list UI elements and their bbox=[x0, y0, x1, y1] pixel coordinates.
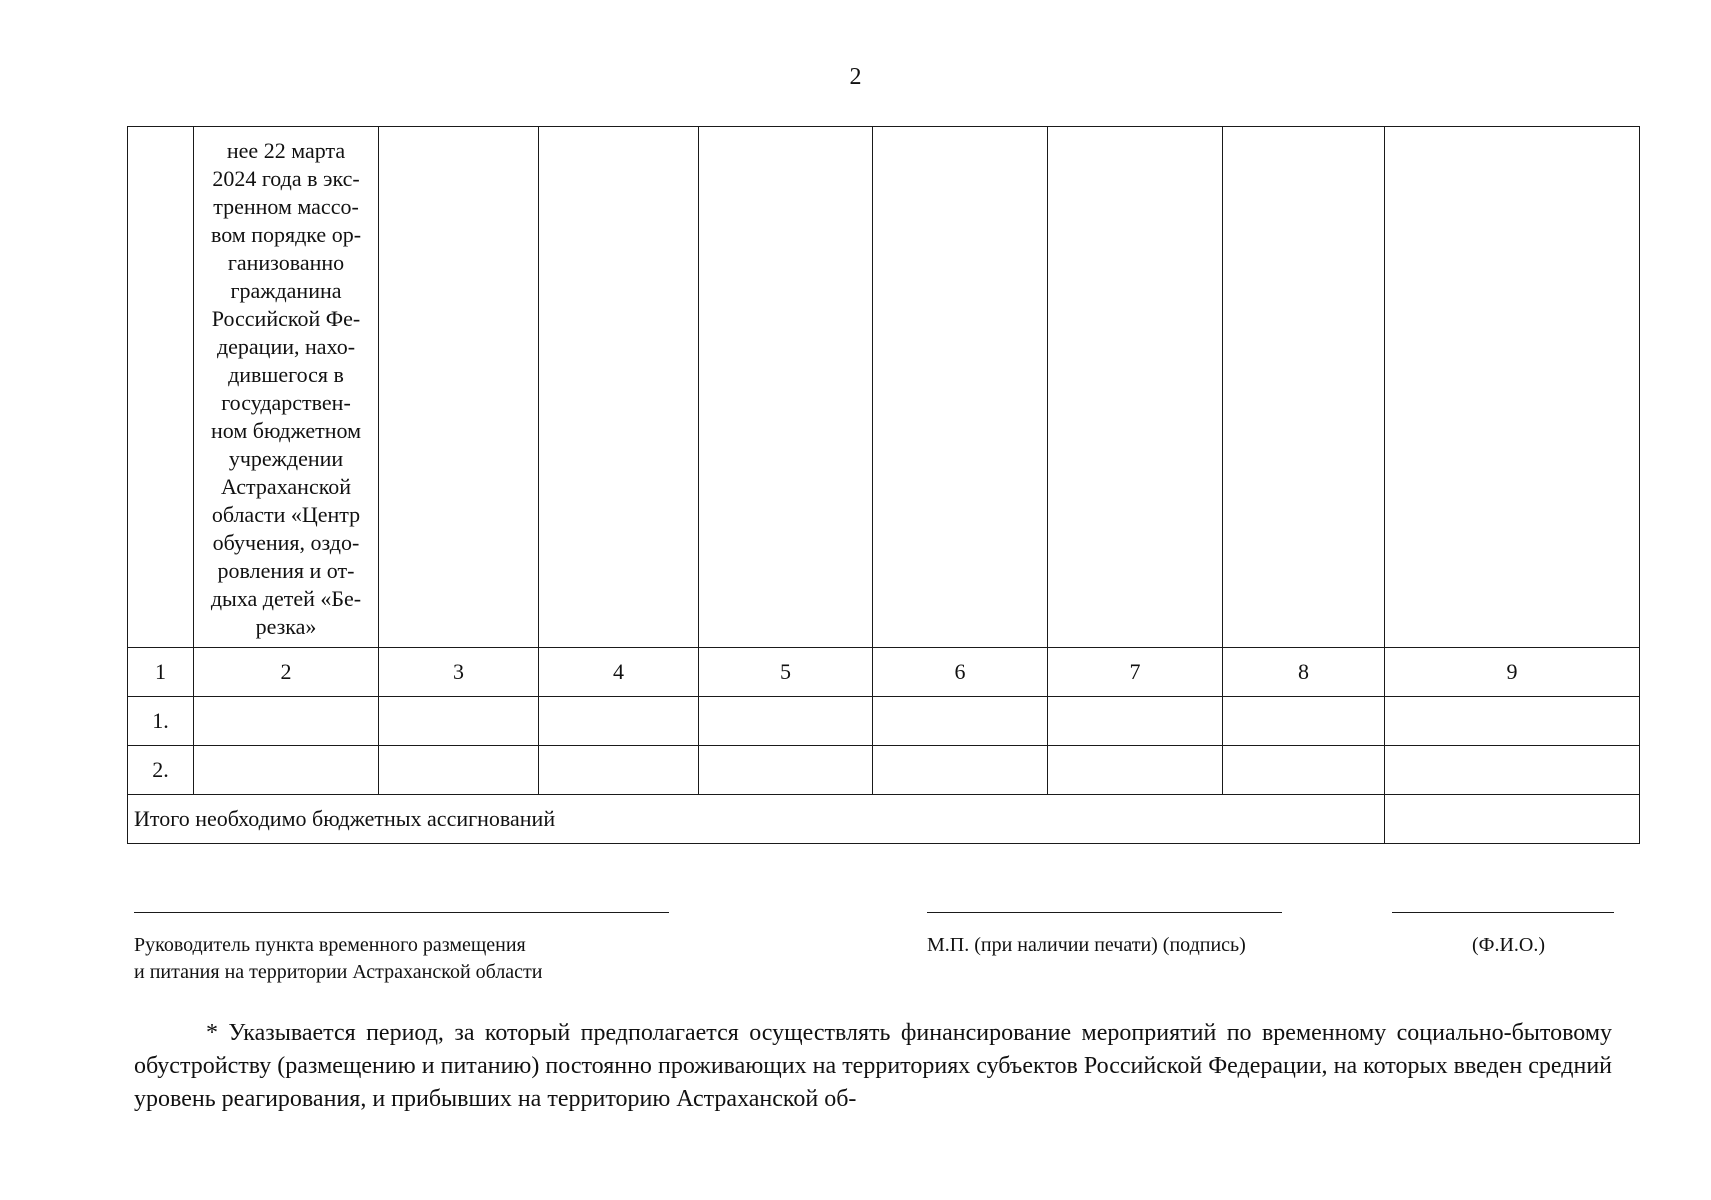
table-cell bbox=[699, 127, 873, 648]
table-cell bbox=[194, 697, 379, 746]
table-cell bbox=[873, 127, 1048, 648]
table-cell bbox=[379, 697, 539, 746]
table-cell bbox=[379, 746, 539, 795]
column-number: 7 bbox=[1048, 648, 1223, 697]
column-number: 2 bbox=[194, 648, 379, 697]
continuation-row bbox=[128, 127, 1640, 648]
table-cell bbox=[699, 746, 873, 795]
table-cell bbox=[873, 697, 1048, 746]
table-cell bbox=[1385, 697, 1640, 746]
table-cell bbox=[1223, 746, 1385, 795]
table-cell bbox=[1048, 746, 1223, 795]
table-cell bbox=[539, 697, 699, 746]
signature-line-name bbox=[1392, 912, 1614, 913]
column-number: 1 bbox=[128, 648, 194, 697]
table-cell bbox=[1223, 697, 1385, 746]
table-cell bbox=[194, 746, 379, 795]
table-cell bbox=[1048, 697, 1223, 746]
table-cell bbox=[379, 127, 539, 648]
signature-line-seal bbox=[927, 912, 1282, 913]
table-cell bbox=[1385, 127, 1640, 648]
signature-name-label: (Ф.И.О.) bbox=[1472, 934, 1546, 956]
row-number: 1. bbox=[128, 697, 194, 746]
table-cell bbox=[194, 127, 379, 648]
total-label: Итого необходимо бюджетных ассигнований bbox=[128, 795, 1385, 844]
column-number: 6 bbox=[873, 648, 1048, 697]
table-cell bbox=[1048, 127, 1223, 648]
table-row bbox=[128, 746, 1640, 795]
column-number: 9 bbox=[1385, 648, 1640, 697]
table-row bbox=[128, 697, 1640, 746]
footnote: * Указывается период, за который предполагается осуществлять финансирование мероприятий по временному социально-бытовому обустройству (размещению и питанию) постоянно проживающих на территориях субъектов Российской Федерации, на которых введен средний уровень реагирования, и прибывших на территорию Астраханской об- bbox=[134, 1020, 1612, 1112]
table-cell bbox=[873, 746, 1048, 795]
table-cell bbox=[128, 127, 194, 648]
table-cell bbox=[699, 697, 873, 746]
column-number-row bbox=[128, 648, 1640, 697]
total-row bbox=[128, 795, 1640, 844]
row-number: 2. bbox=[128, 746, 194, 795]
table-cell bbox=[1385, 746, 1640, 795]
column-number: 4 bbox=[539, 648, 699, 697]
signature-position-label: Руководитель пункта временного размещения и питания на территории Астраханской области bbox=[134, 934, 543, 983]
table-cell bbox=[539, 746, 699, 795]
column-number: 3 bbox=[379, 648, 539, 697]
total-value-cell bbox=[1385, 795, 1640, 844]
signature-line-position bbox=[134, 912, 669, 913]
column-number: 5 bbox=[699, 648, 873, 697]
continuation-text: нее 22 марта 2024 года в экс- тренном массо- вом порядке ор- ганизованно гражданина Российской Фе- дерации, нахо- дившегося в государствен- ном бюджетном учреждении Астраханской области «Центр обучения, оздо- ровления и от- дыха детей «Бе- резка» bbox=[210, 138, 362, 639]
table-cell bbox=[539, 127, 699, 648]
signature-seal-label: М.П. (при наличии печати) (подпись) bbox=[927, 934, 1246, 956]
column-number: 8 bbox=[1223, 648, 1385, 697]
appropriations-table bbox=[127, 126, 1640, 844]
table-cell bbox=[1223, 127, 1385, 648]
page-number: 2 bbox=[849, 64, 862, 90]
